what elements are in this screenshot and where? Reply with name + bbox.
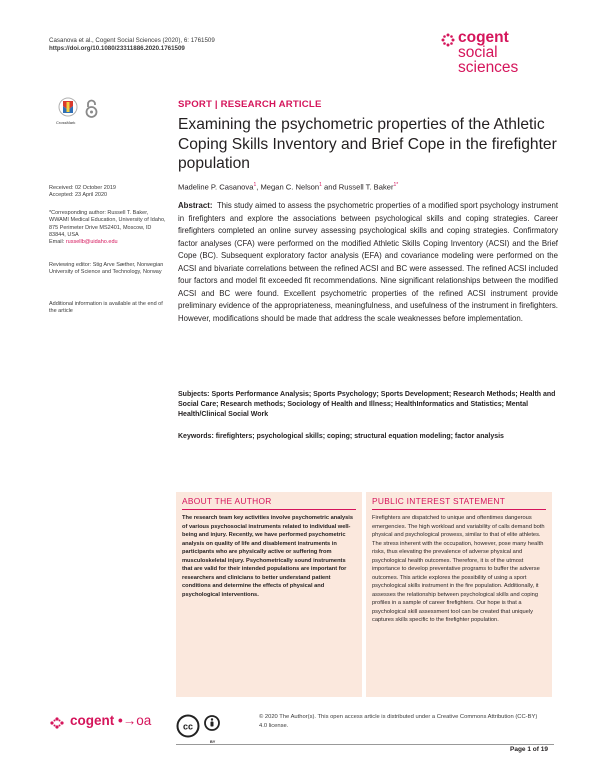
author-name[interactable]: Russell T. Baker (338, 182, 394, 192)
received-date (49, 185, 167, 200)
doi-link[interactable]: https://doi.org/10.1080/23311886.2020.1761509 (49, 45, 185, 53)
footer-logo-text (70, 713, 151, 728)
about-the-author-heading: ABOUT THE AUTHOR (182, 496, 356, 510)
author-name[interactable]: Madeline P. Casanova (178, 182, 254, 192)
crossmark-label: CrossMark (56, 120, 76, 125)
brand-line-3: sciences (458, 59, 519, 76)
journal-citation-header (49, 37, 215, 54)
subjects-list: Subjects: Sports Performance Analysis; Sports Psychology; Sports Development; Research Methods; Health and Social Care; Research methods; Sociology of Health and Illness; HealthInformatics and Statistics; Mental Health/Clinical Social Work (178, 391, 556, 419)
article-section-label: SPORT | RESEARCH ARTICLE (178, 99, 322, 110)
brand-line-2: social (458, 44, 498, 61)
affiliation-marker: 1* (393, 182, 399, 188)
brand-wordmark (458, 30, 518, 75)
footer-logo-main: cogent (70, 713, 115, 728)
author-separator: , (256, 182, 261, 192)
affiliation-marker: 1 (319, 182, 322, 188)
cogent-flower-icon (441, 33, 455, 47)
public-interest-text: Firefighters are dispatched to unique and oftentimes dangerous emergencies. The high workload and variability of calls demand both physical and psychological prowess, similar to that of elite athletes. The stress inherent with the occupation, however, pose many health risks, thus elevating the prevalence of adverse physical and psychological health outcomes. Therefore, it is of the utmost importance to develop preventative programs to buffer the adverse outcomes. This article explores the possibility of using a sport psychological skills instrument in the fire population. Additionally, it assesses the relationship between psychological skills and coping profiles in a sample of career firefighters. Our hope is that a psychological skill assessment tool can be created that uniquely captures skills specific to the firefighter population. (372, 515, 545, 623)
about-the-author-box (176, 492, 362, 697)
author-separator: and (321, 182, 339, 192)
svg-text:cc: cc (182, 721, 194, 732)
email-line (49, 239, 167, 246)
accepted-line: Accepted: 23 April 2020 (49, 192, 108, 199)
keywords-list: Keywords: firefighters; psychological skills; coping; structural equation modeling; factor analysis (178, 433, 504, 440)
abstract (178, 200, 558, 325)
footer-logo-arrow-icon: •→ (118, 713, 137, 728)
citation-line: Casanova et al., Cogent Social Sciences (2020), 6: 1761509 (49, 37, 215, 44)
author-list (178, 182, 398, 192)
received-line: Received: 02 October 2019 (49, 185, 116, 191)
footer-logo-suffix: oa (136, 713, 152, 728)
brand-line-1: cogent (458, 29, 509, 46)
email-link[interactable]: russellb@uidaho.edu (65, 239, 118, 246)
corresponding-author-text: *Corresponding author: Russell T. Baker, WWAMI Medical Education, University of Idaho, 875 Perimeter Drive MS2401, Moscow, ID 83844, USA (49, 210, 166, 238)
email-label: Email: (49, 239, 66, 246)
public-interest-box (366, 492, 552, 697)
open-access-lock-icon (85, 99, 98, 118)
footer-divider (176, 744, 554, 745)
abstract-text: This study aimed to assess the psychometric properties of a modified sport psychology instrument in firefighters and explore the associations between psychological skills and coping strategies. Career firefighters completed an online survey assessing psychological skills and coping strategies. Confirmatory factor analyses (CFA) were performed on the modified Athletic Skills Coping Inventory (ACSI) and the Brief Cope (BC). Subsequent exploratory factor analysis (EFA) and covariance modeling were performed on the ACSI and bivariate correlations between the refined ACSI and BC were assessed. The refined ACSI included four factors and model fit exceeded fit recommendations. Nine significant relationships between the modified ACSI and BC were found. Excellent psychometric properties of the refined ACSI instrument provide preliminary evidence of the appropriateness, meaningfulness, and usefulness of the instrument in firefighters. However, modifications should be made that address the scale weaknesses before implementation. (178, 201, 558, 323)
article-title: Examining the psychometric properties of the Athletic Coping Skills Inventory and Brief Cope in the firefighter population (178, 116, 557, 172)
crossmark-icon[interactable] (58, 97, 78, 119)
about-the-author-text: The research team key activities involve psychometric analysis of various psychosocial instruments related to individual well-being and injury. Recently, we have performed psychometric analysis on quality of life and disablement instruments in participants who are physically active or suffering from musculoskeletal injury. Psychometrically sound instruments that are valid for their intended populations are important for researchers and clinicians to better understand patient conditions and determine the effects of physical and psychological interventions. (182, 515, 354, 598)
affiliation-marker: 1 (253, 182, 257, 188)
page-number: Page 1 of 19 (510, 746, 548, 753)
creative-commons-icon[interactable] (176, 714, 222, 738)
public-interest-heading: PUBLIC INTEREST STATEMENT (372, 496, 546, 510)
author-name[interactable]: Megan C. Nelson (260, 182, 320, 192)
corresponding-author-note (49, 210, 167, 246)
license-statement: © 2020 The Author(s). This open access article is distributed under a Creative Commons Attribution (CC-BY) 4.0 license. (259, 714, 538, 729)
cc-by-label: BY (210, 740, 216, 744)
reviewing-editor-note: Reviewing editor: Stig Arve Sæther, Norwegian University of Science and Technology, Norway (49, 262, 164, 276)
abstract-label: Abstract: (178, 201, 213, 210)
additional-information-note: Additional information is available at the end of the article (49, 301, 163, 315)
cogent-dots-icon (49, 716, 67, 730)
